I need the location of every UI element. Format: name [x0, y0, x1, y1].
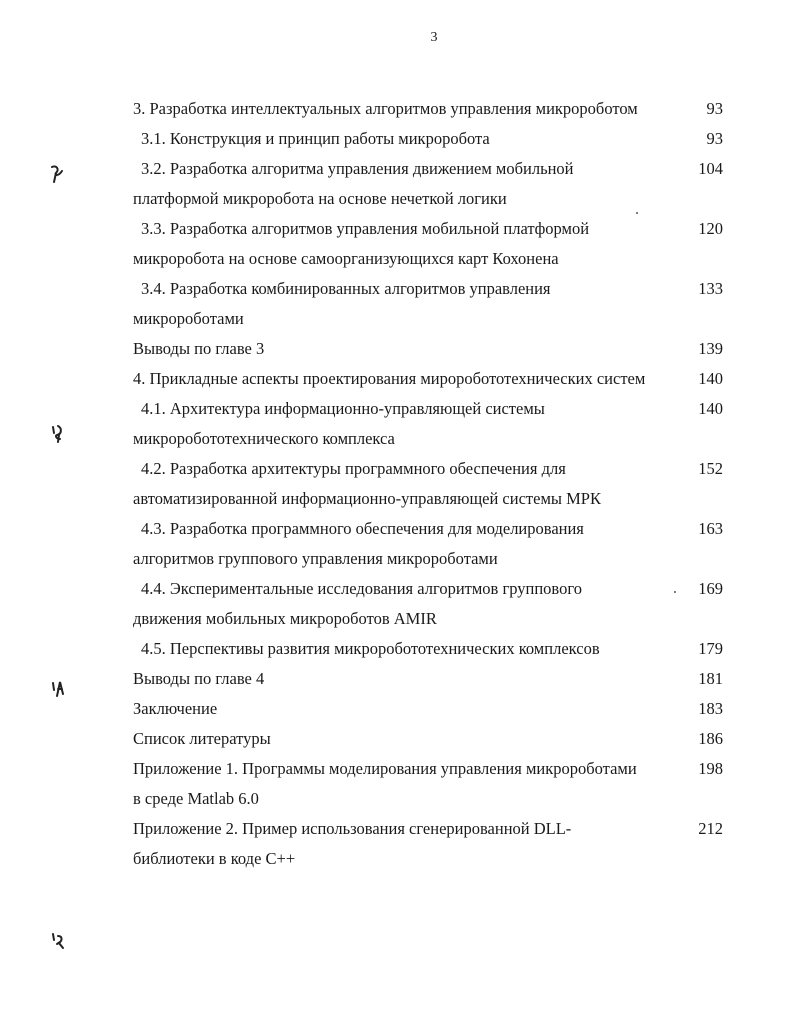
toc-entry-page: 152	[698, 459, 723, 478]
toc-entry-title: Выводы по главе 4	[133, 669, 265, 688]
toc-entry-title: Приложение 1. Программы моделирования управления микророботами	[133, 759, 637, 778]
toc-entry	[133, 274, 723, 334]
toc-entry-title: в среде Matlab 6.0	[133, 789, 259, 808]
toc-entry	[133, 124, 723, 154]
toc-entry	[133, 334, 723, 364]
toc-entry-page: 169	[698, 579, 723, 598]
toc-entry-page: 186	[698, 729, 723, 748]
page-number: 3	[430, 30, 438, 45]
toc-entry	[133, 394, 723, 454]
toc-entry-title: движения мобильных микророботов AMIR	[133, 609, 437, 628]
toc-entry-page: 198	[698, 759, 723, 778]
toc-entry-title: микроробототехнического комплекса	[133, 429, 395, 448]
toc-entry-page: 93	[706, 129, 723, 148]
handwritten-mark-icon	[48, 678, 68, 700]
toc-entry-title: микророботами	[133, 309, 244, 328]
toc-entry	[133, 754, 723, 814]
toc-entry-page: 120	[698, 219, 723, 238]
toc-entry-page: 139	[698, 339, 723, 358]
toc-entry-title: микроробота на основе самоорганизующихся карт Кохонена	[133, 249, 559, 268]
handwritten-mark-icon	[48, 423, 68, 445]
toc-entry-title: 4.3. Разработка программного обеспечения для моделирования	[141, 519, 584, 538]
toc-entry	[133, 724, 723, 754]
toc-entry-title: автоматизированной информационно-управляющей системы МРК	[133, 489, 601, 508]
toc-entry-page: 140	[698, 399, 723, 418]
toc-entry-title: алгоритмов группового управления микророботами	[133, 549, 498, 568]
toc-entry-title: 4. Прикладные аспекты проектирования мироробототехнических систем	[133, 369, 646, 388]
toc-entry-page: 179	[698, 639, 723, 658]
toc-entry-page: 93	[706, 99, 723, 118]
toc-entry-page: 181	[698, 669, 723, 688]
toc-entry-title: 4.1. Архитектура информационно-управляющей системы	[141, 399, 545, 418]
scan-speck	[674, 591, 676, 593]
toc-entry	[133, 574, 723, 634]
toc-entry-page: 163	[698, 519, 723, 538]
toc-entry-page: 104	[698, 159, 723, 178]
toc-entry-page: 212	[698, 819, 723, 838]
toc-entry-title: Приложение 2. Пример использования сгенерированной DLL-	[133, 819, 572, 838]
toc-entry-title: 4.5. Перспективы развития микроробототехнических комплексов	[141, 639, 600, 658]
toc-entry	[133, 664, 723, 694]
toc-entry	[133, 634, 723, 664]
toc-entry	[133, 214, 723, 274]
toc-entry-title: 4.2. Разработка архитектуры программного обеспечения для	[141, 459, 566, 478]
handwritten-mark-icon	[48, 930, 68, 952]
toc-entry-title: 4.4. Экспериментальные исследования алгоритмов группового	[141, 579, 582, 598]
toc-entry	[133, 364, 723, 394]
toc-entry-title: 3.3. Разработка алгоритмов управления мобильной платформой	[141, 219, 590, 238]
toc-entry	[133, 94, 723, 124]
toc-entry	[133, 154, 723, 214]
toc-entry	[133, 514, 723, 574]
toc-entry-title: 3.4. Разработка комбинированных алгоритмов управления	[141, 279, 551, 298]
toc-entry-title: 3. Разработка интеллектуальных алгоритмов управления микророботом	[133, 99, 638, 118]
toc-entry-title: Выводы по главе 3	[133, 339, 265, 358]
toc-entry-title: библиотеки в коде C++	[133, 849, 296, 868]
toc-entry	[133, 814, 723, 874]
toc-entry	[133, 694, 723, 724]
scan-speck	[636, 212, 638, 214]
toc-entry-title: 3.2. Разработка алгоритма управления движением мобильной	[141, 159, 574, 178]
toc-entry-title: платформой микроробота на основе нечеткой логики	[133, 189, 507, 208]
handwritten-mark-icon	[48, 163, 68, 185]
toc-entry-page: 140	[698, 369, 723, 388]
toc-entry-title: 3.1. Конструкция и принцип работы микроробота	[141, 129, 490, 148]
toc-entry-title: Заключение	[133, 699, 218, 718]
toc-entry-page: 133	[698, 279, 723, 298]
table-of-contents	[133, 94, 723, 874]
toc-entry	[133, 454, 723, 514]
toc-entry-title: Список литературы	[133, 729, 271, 748]
toc-entry-page: 183	[698, 699, 723, 718]
